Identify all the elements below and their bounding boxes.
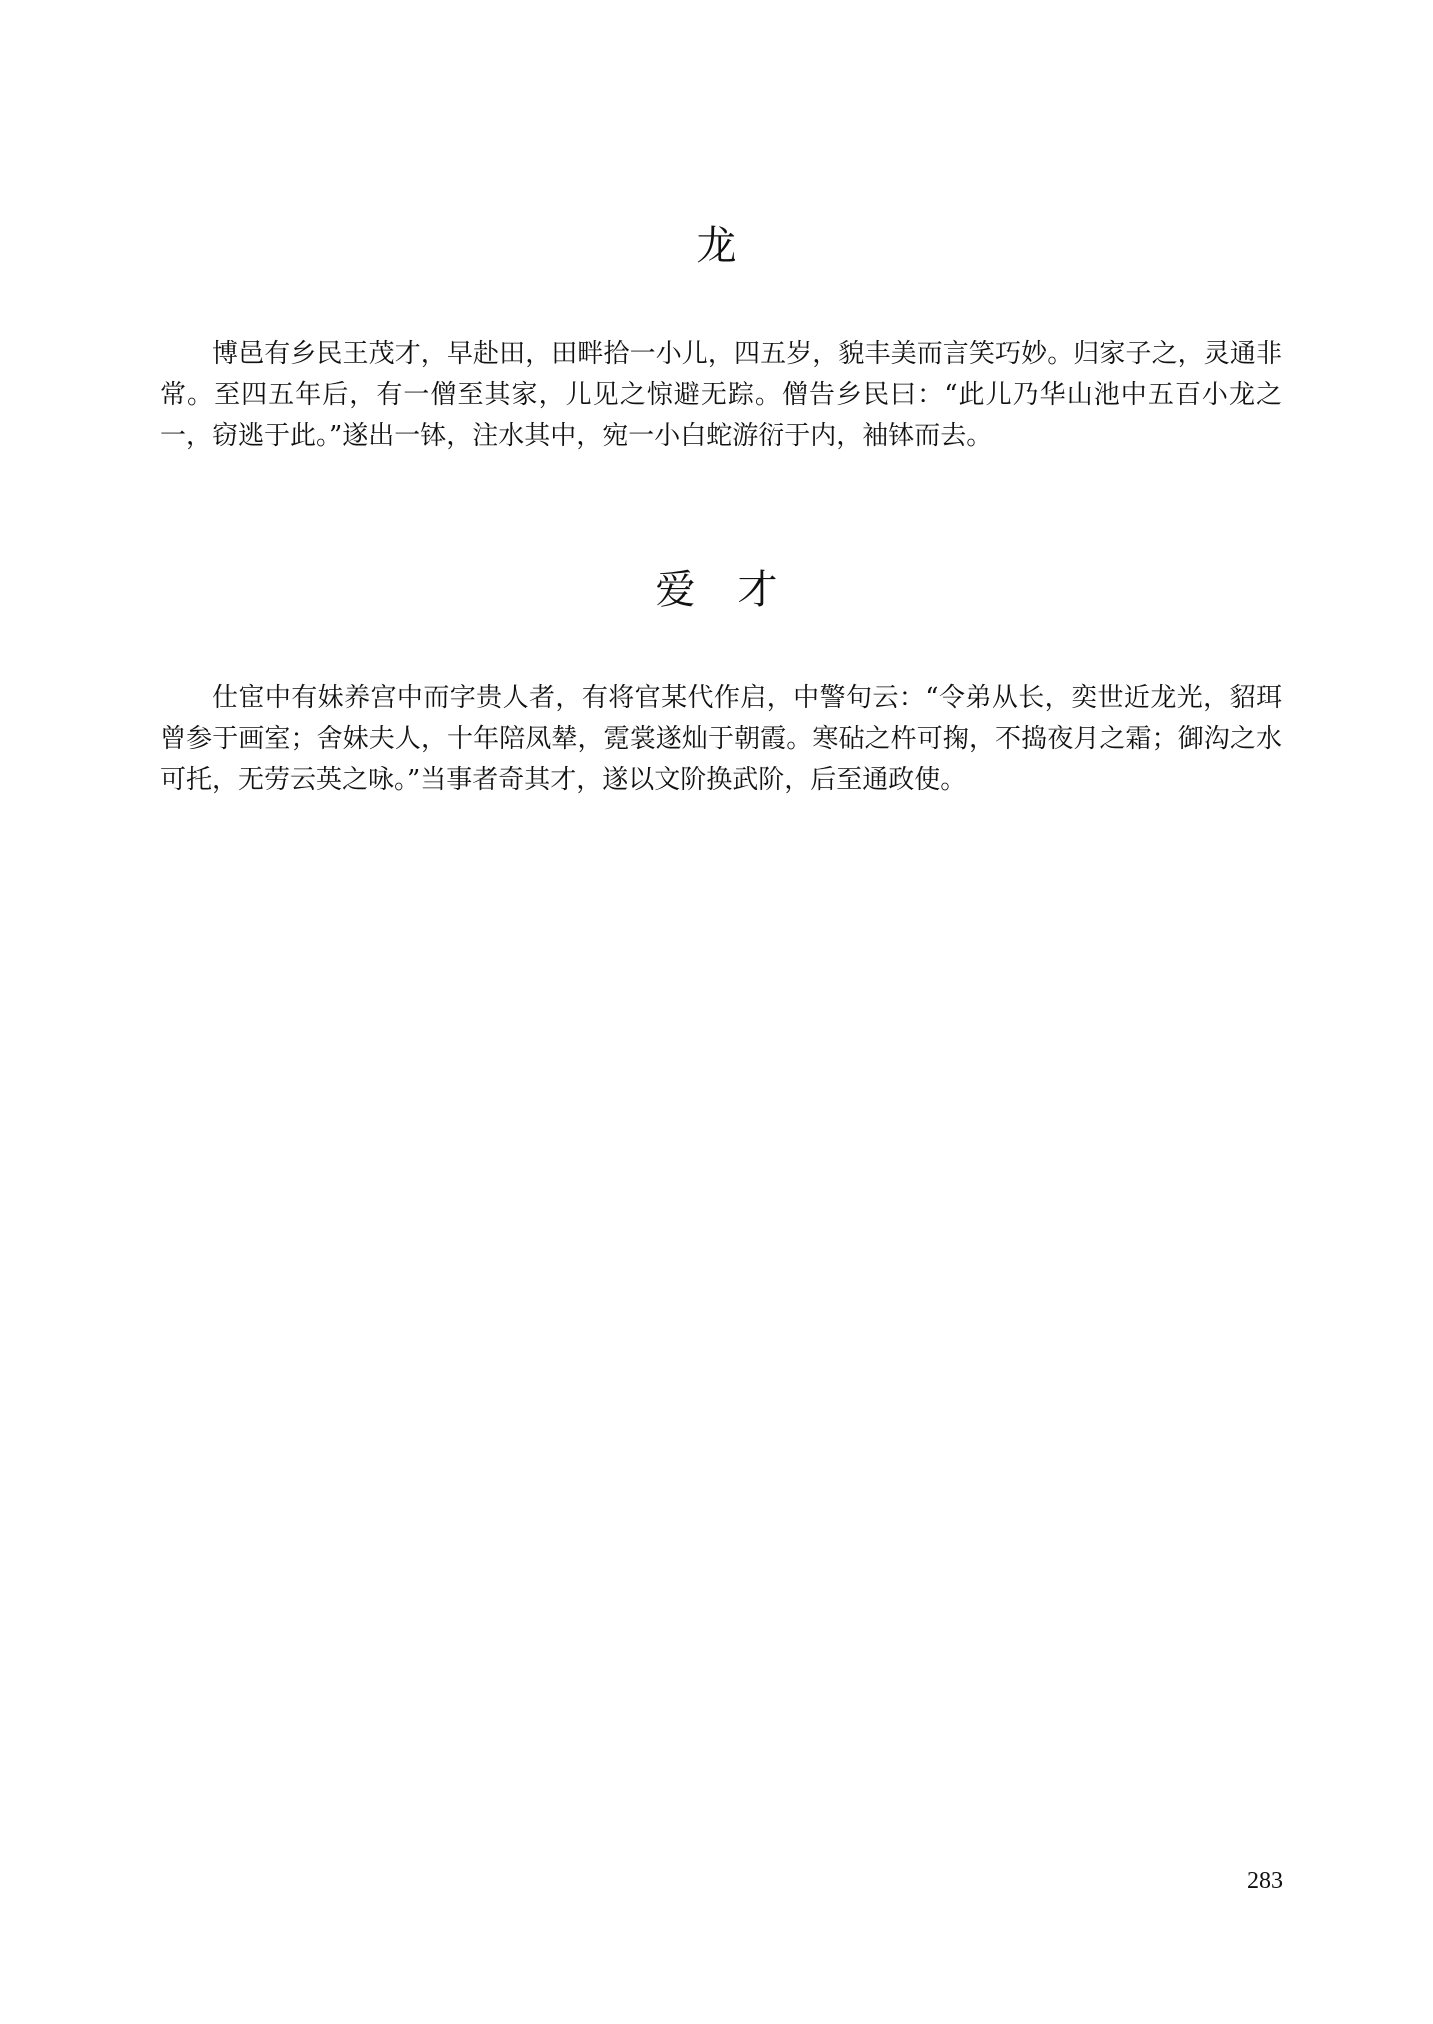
section-title-cherishing-talent: 爱才 <box>655 567 820 613</box>
page-number: 283 <box>1247 1868 1283 1894</box>
section-body-dragon: 博邑有乡民王茂才，早赴田，田畔拾一小儿，四五岁，貌丰美而言笑巧妙。归家子之，灵通非常。至四五年后，有一僧至其家，儿见之惊避无踪。僧告乡民曰：“此儿乃华山池中五百小龙之一，窃逃于此。”遂出一钵，注水其中，宛一小白蛇游衍于内，袖钵而去。 <box>160 339 1282 451</box>
section-title-dragon: 龙 <box>696 223 737 269</box>
section-body-cherishing-talent: 仕宦中有妹养宫中而字贵人者，有将官某代作启，中警句云：“令弟从长，奕世近龙光，貂珥曾参于画室；舍妹夫人，十年陪凤辇，霓裳遂灿于朝霞。寒砧之杵可掬，不捣夜月之霜；御沟之水可托，无劳云英之咏。”当事者奇其才，遂以文阶换武阶，后至通政使。 <box>160 683 1282 795</box>
